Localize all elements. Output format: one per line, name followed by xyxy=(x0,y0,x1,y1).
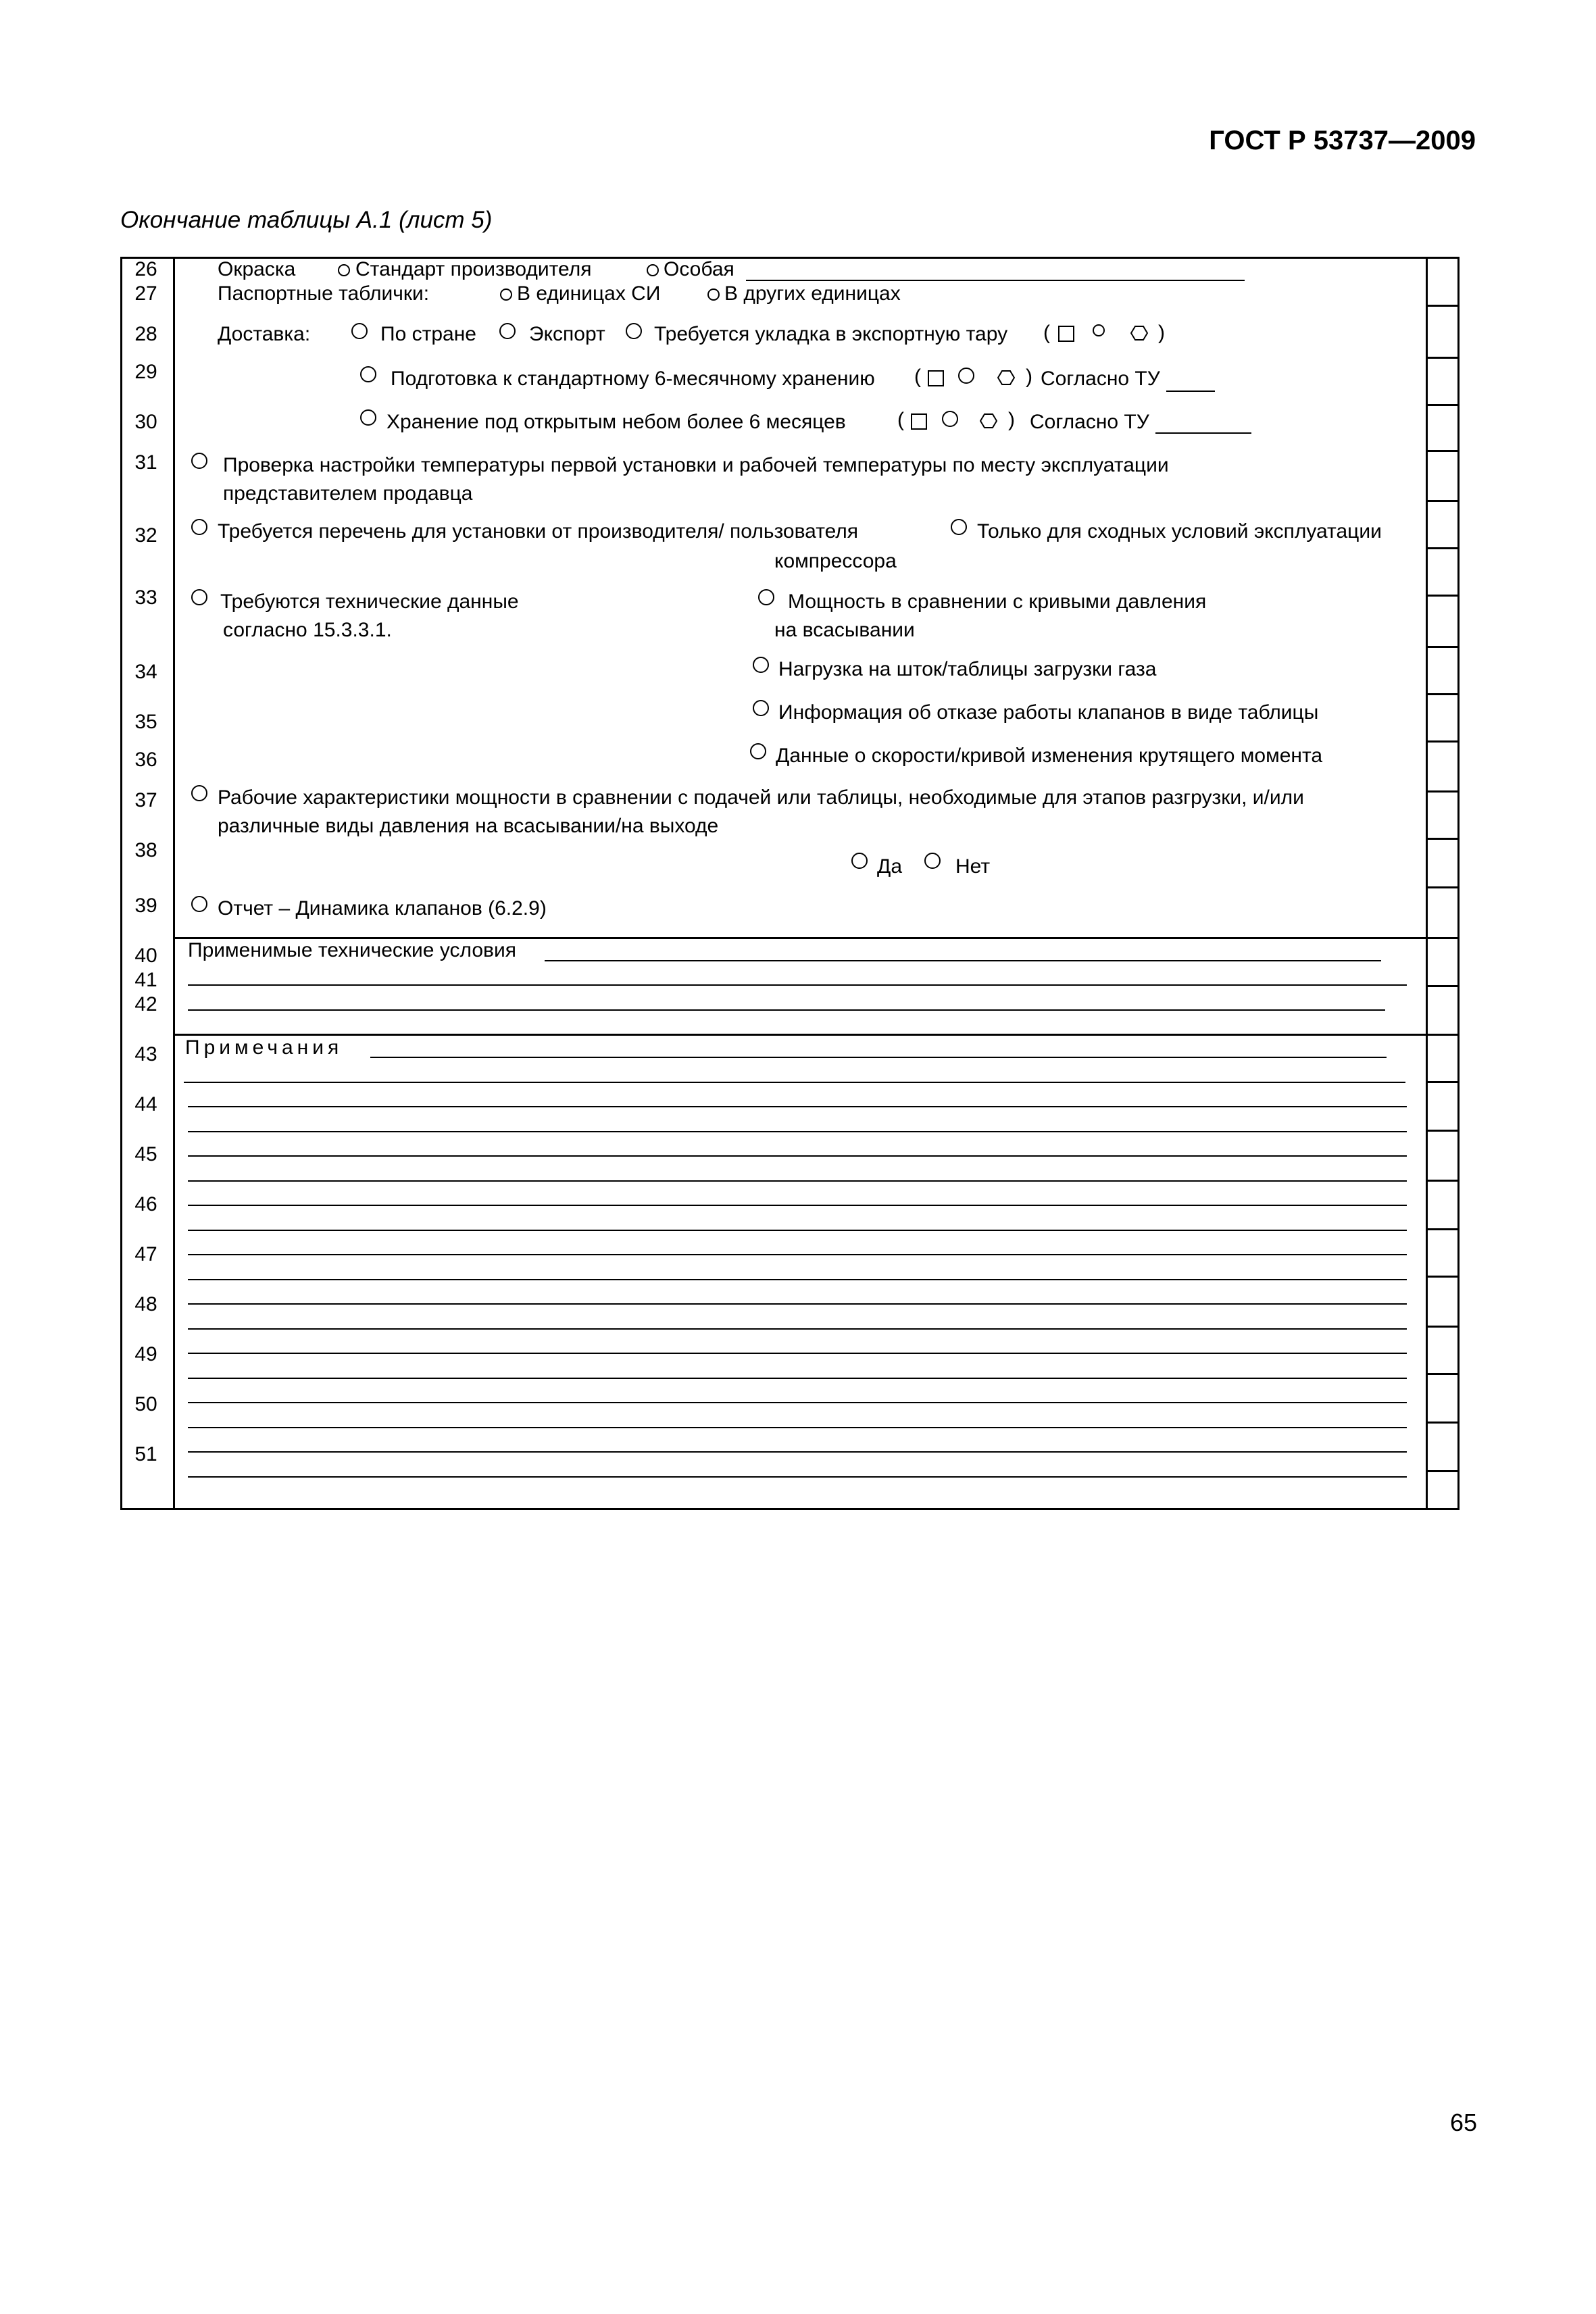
radio-power-vs-suction[interactable] xyxy=(758,589,774,605)
open-paren: ( xyxy=(1043,322,1050,344)
row-number: 39 xyxy=(134,895,157,917)
performance-characteristics-text-cont: различные виды давления на всасывании/на выходе xyxy=(218,815,719,837)
no-label: Нет xyxy=(955,855,991,878)
row-number: 36 xyxy=(134,749,157,771)
delivery-option-export: Экспорт xyxy=(529,323,605,345)
storage-spec-field[interactable] xyxy=(1166,391,1215,392)
radio-technical-data[interactable] xyxy=(191,589,207,605)
close-paren: ) xyxy=(1026,366,1032,388)
rod-load-text: Нагрузка на шток/таблицы загрузки газа xyxy=(778,658,1157,680)
row-number: 45 xyxy=(134,1143,157,1165)
paint-label: Окраска xyxy=(218,258,296,280)
radio-rod-load[interactable] xyxy=(753,657,769,673)
row-number: 32 xyxy=(134,524,157,547)
radio-standard-storage[interactable] xyxy=(360,366,376,382)
compressor-label: компрессора xyxy=(774,550,897,572)
radio-valve-failure[interactable] xyxy=(753,700,769,716)
row-number: 49 xyxy=(134,1343,157,1365)
paint-option-special: Особая xyxy=(664,258,734,280)
radio-installation-list[interactable] xyxy=(191,519,207,535)
radio-similar-conditions[interactable] xyxy=(951,519,967,535)
square-marker-icon[interactable] xyxy=(911,413,927,430)
valve-failure-text: Информация об отказе работы клапанов в виде таблицы xyxy=(778,701,1319,724)
row-number: 42 xyxy=(134,993,157,1015)
row-number: 51 xyxy=(134,1443,157,1465)
row-number: 41 xyxy=(134,969,157,991)
row-number: 38 xyxy=(134,839,157,861)
applicable-specs-field[interactable] xyxy=(188,984,1407,986)
row-number: 47 xyxy=(134,1243,157,1265)
close-paren: ) xyxy=(1158,322,1165,344)
radio-si-units[interactable] xyxy=(500,288,512,301)
applicable-specs-field[interactable] xyxy=(188,1009,1385,1011)
radio-special-paint[interactable] xyxy=(647,264,659,276)
torque-data-text: Данные о скорости/кривой изменения крутящего момента xyxy=(776,745,1323,767)
outdoor-spec-field[interactable] xyxy=(1155,432,1251,434)
special-paint-field[interactable] xyxy=(746,280,1245,281)
radio-temperature-check[interactable] xyxy=(191,453,207,469)
square-marker-icon[interactable] xyxy=(1058,326,1074,342)
radio-manufacturer-standard[interactable] xyxy=(338,264,350,276)
radio-no[interactable] xyxy=(924,853,941,869)
hexagon-marker-icon[interactable] xyxy=(997,370,1015,385)
applicable-specs-field[interactable] xyxy=(545,960,1381,961)
power-vs-suction-text: Мощность в сравнении с кривыми давления xyxy=(788,590,1207,613)
row-number: 46 xyxy=(134,1193,157,1215)
row-number: 37 xyxy=(134,789,157,811)
row-number: 50 xyxy=(134,1393,157,1415)
radio-marker-icon[interactable] xyxy=(1093,324,1105,336)
square-marker-icon[interactable] xyxy=(928,370,944,386)
technical-data-text: Требуются технические данные xyxy=(220,590,519,613)
temperature-check-text-cont: представителем продавца xyxy=(223,482,473,505)
row-number: 27 xyxy=(134,282,157,305)
per-spec-label: Согласно ТУ xyxy=(1030,411,1149,433)
per-spec-label: Согласно ТУ xyxy=(1041,368,1160,390)
temperature-check-text: Проверка настройки температуры первой установки и рабочей температуры по месту эксплуатации xyxy=(223,454,1169,476)
radio-export-packing[interactable] xyxy=(626,323,642,339)
document-standard-number: ГОСТ Р 53737—2009 xyxy=(1209,126,1476,155)
row-number: 26 xyxy=(134,258,157,280)
power-vs-suction-text-cont: на всасывании xyxy=(774,619,915,641)
performance-characteristics-text: Рабочие характеристики мощности в сравнении с подачей или таблицы, необходимые для этапов разгрузки, и/или xyxy=(218,786,1304,809)
yes-label: Да xyxy=(877,855,903,878)
row-number: 31 xyxy=(134,451,157,474)
outdoor-storage-text: Хранение под открытым небом более 6 месяцев xyxy=(386,411,846,433)
nameplates-option-other: В других единицах xyxy=(724,282,901,305)
row-number: 43 xyxy=(134,1043,157,1065)
technical-data-ref: согласно 15.3.3.1. xyxy=(223,619,392,641)
hexagon-marker-icon[interactable] xyxy=(1130,326,1148,341)
radio-other-units[interactable] xyxy=(707,288,720,301)
radio-domestic[interactable] xyxy=(351,323,368,339)
row-number: 35 xyxy=(134,711,157,733)
table-caption: Окончание таблицы А.1 (лист 5) xyxy=(120,207,493,233)
radio-outdoor-storage[interactable] xyxy=(360,409,376,426)
page-number: 65 xyxy=(1449,2109,1477,2136)
similar-conditions-text: Только для сходных условий эксплуатации xyxy=(977,520,1382,543)
row-number: 30 xyxy=(134,411,157,433)
delivery-option-domestic: По стране xyxy=(380,323,476,345)
radio-marker-icon[interactable] xyxy=(942,411,958,427)
row-number: 28 xyxy=(134,323,157,345)
valve-dynamics-text: Отчет – Динамика клапанов (6.2.9) xyxy=(218,897,547,920)
close-paren: ) xyxy=(1008,409,1015,431)
open-paren: ( xyxy=(897,409,904,431)
paint-option-standard: Стандарт производителя xyxy=(355,258,592,280)
notes-label: Примечания xyxy=(185,1036,343,1059)
hexagon-marker-icon[interactable] xyxy=(980,413,997,428)
radio-yes[interactable] xyxy=(851,853,868,869)
installation-list-text: Требуется перечень для установки от производителя/ пользователя xyxy=(218,520,859,543)
row-number: 34 xyxy=(134,661,157,683)
delivery-option-export-packing: Требуется укладка в экспортную тару xyxy=(654,323,1008,345)
applicable-specs-label: Применимые технические условия xyxy=(188,939,516,961)
standard-storage-text: Подготовка к стандартному 6-месячному хранению xyxy=(391,368,875,390)
row-number: 33 xyxy=(134,586,157,609)
radio-export[interactable] xyxy=(499,323,516,339)
nameplates-option-si: В единицах СИ xyxy=(517,282,661,305)
row-number: 48 xyxy=(134,1293,157,1315)
radio-performance-characteristics[interactable] xyxy=(191,785,207,801)
radio-marker-icon[interactable] xyxy=(958,368,974,384)
row-number: 29 xyxy=(134,361,157,383)
nameplates-label: Паспортные таблички: xyxy=(218,282,430,305)
radio-valve-dynamics[interactable] xyxy=(191,896,207,912)
row-number: 44 xyxy=(134,1093,157,1115)
row-number: 40 xyxy=(134,945,157,967)
radio-torque-data[interactable] xyxy=(750,743,766,759)
open-paren: ( xyxy=(914,366,921,388)
delivery-label: Доставка: xyxy=(218,323,311,345)
